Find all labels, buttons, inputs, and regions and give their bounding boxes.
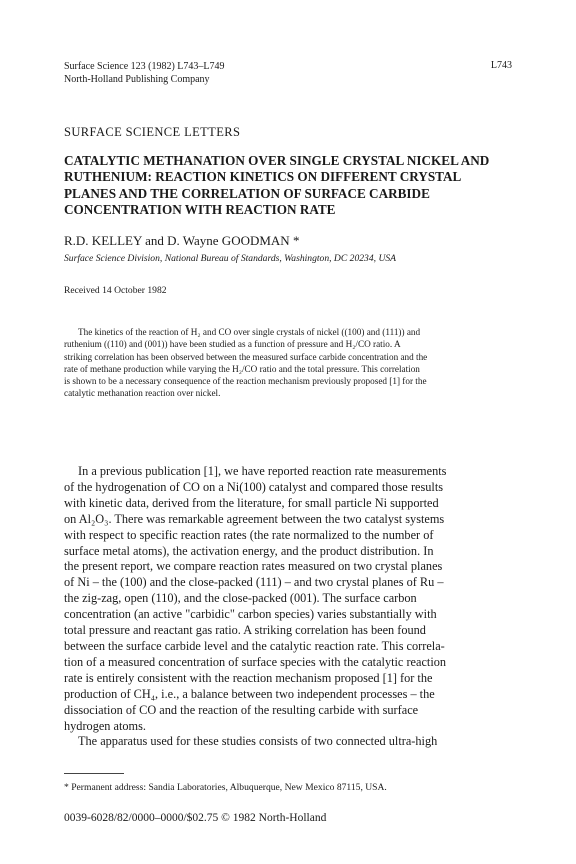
footnote-divider	[64, 773, 124, 774]
affiliation: Surface Science Division, National Bureau of Standards, Washington, DC 20234, USA	[64, 253, 397, 264]
body-line: of Ni – the (100) and the close-packed (111) – and two crystal planes of Ru –	[64, 575, 444, 590]
abstract-line: is shown to be a necessary consequence of the reaction mechanism previously proposed [1] for the	[64, 376, 427, 387]
received-date: Received 14 October 1982	[64, 285, 167, 296]
body-line: surface metal atoms), the activation energy, and the product distribution. In	[64, 543, 434, 558]
abstract-line: rate of methane production while varying the H₂/CO ratio and the total pressure. This correlation	[64, 363, 420, 374]
page-number: L743	[490, 60, 512, 71]
body-line: total pressure and reactant gas ratio. A striking correlation has been found	[64, 623, 426, 638]
body-line: hydrogen atoms.	[64, 718, 146, 733]
body-line: the zig-zag, open (110), and the close-packed (001). The surface carbon	[64, 591, 417, 606]
body-line: on Al₂O₃. There was remarkable agreement between the two catalyst systems	[64, 511, 445, 526]
body-text	[64, 464, 512, 750]
body-line: between the surface carbide level and the catalytic reaction rate. This correla-	[64, 638, 445, 653]
paper-title	[64, 153, 524, 218]
body-line: The apparatus used for these studies consists of two connected ultra-high	[78, 734, 438, 749]
body-line: with kinetic data, derived from the literature, for small particle Ni supported	[64, 495, 439, 510]
footnote: * Permanent address: Sandia Laboratories, Albuquerque, New Mexico 87115, USA.	[64, 782, 387, 793]
body-line: tion of a measured concentration of surface species with the catalytic reaction	[64, 654, 447, 669]
abstract-line: catalytic methanation reaction over nickel.	[64, 388, 221, 399]
abstract-line: The kinetics of the reaction of H₂ and CO over single crystals of nickel ((100) and (111)) and	[78, 327, 421, 337]
abstract-line: striking correlation has been observed between the measured surface carbide concentration and the	[64, 351, 428, 362]
abstract-line: ruthenium ((110) and (001)) have been studied as a function of pressure and H₂/CO ratio. A	[64, 339, 401, 350]
body-line: In a previous publication [1], we have reported reaction rate measurements	[78, 464, 447, 478]
body-line: concentration (an active "carbidic" carbon species) varies substantially with	[64, 607, 437, 622]
abstract	[64, 326, 511, 400]
body-line: production of CH₄, i.e., a balance between two independent processes – the	[64, 686, 435, 701]
author-list: R.D. KELLEY and D. Wayne GOODMAN *	[64, 233, 300, 248]
copyright-line: 0039-6028/82/0000–0000/$02.75 © 1982 North-Holland	[64, 812, 327, 824]
journal-line-1: Surface Science 123 (1982) L743–L749	[64, 61, 225, 72]
title-line: CONCENTRATION WITH REACTION RATE	[64, 201, 336, 217]
section-label: SURFACE SCIENCE LETTERS	[64, 125, 241, 139]
journal-citation	[64, 60, 225, 86]
title-line: PLANES AND THE CORRELATION OF SURFACE CARBIDE	[64, 185, 430, 201]
journal-line-2: North-Holland Publishing Company	[64, 74, 210, 85]
body-line: with respect to specific reaction rates (the rate normalized to the number of	[64, 527, 434, 542]
body-line: of the hydrogenation of CO on a Ni(100) catalyst and compared those results	[64, 479, 444, 494]
body-line: the present report, we compare reaction rates measured on two crystal planes	[64, 559, 443, 574]
body-line: rate is entirely consistent with the reaction mechanism proposed [1] for the	[64, 670, 433, 685]
body-line: dissociation of CO and the reaction of the resulting carbide with surface	[64, 702, 419, 717]
title-line: RUTHENIUM: REACTION KINETICS ON DIFFERENT CRYSTAL	[64, 169, 462, 185]
title-line: CATALYTIC METHANATION OVER SINGLE CRYSTAL NICKEL AND	[64, 153, 490, 168]
